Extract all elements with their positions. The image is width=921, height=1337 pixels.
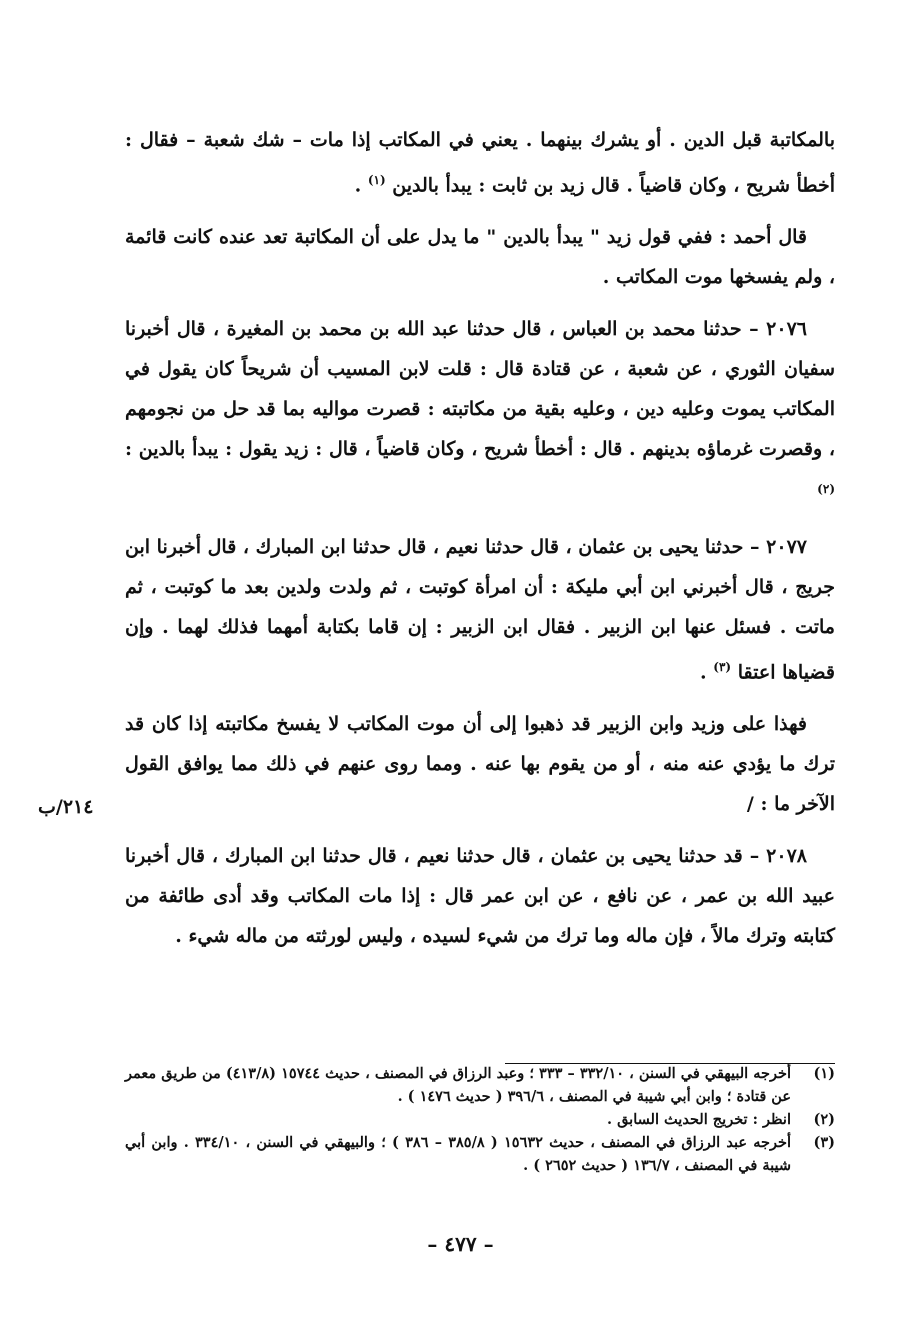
hadith-2077-text: ٢٠٧٧ – حدثنا يحيى بن عثمان ، قال حدثنا نعيم ، قال حدثنا ابن المبارك ، قال أخبرنا ابن جريج ، قال أخبرني ابن أبي مليكة : أن امرأة كوتبت ، ثم ولدت ولدين بعد ما كوتبت ، ثم ماتت . فسئل عنها ابن الزبير . فقال ابن الزبير : إن قاما بكتابة أمهما فذلك لهما . وإن قضياها اعتقا xyxy=(125,535,835,683)
footnote-ref-2: (٢) xyxy=(817,482,835,497)
paragraph-2: قال أحمد : ففي قول زيد " يبدأ بالدين " ما يدل على أن المكاتبة تعد عنده كانت قائمة ، ولم يفسخها موت المكاتب . xyxy=(125,226,835,289)
paragraph-1 xyxy=(125,120,835,205)
footnote-number: (١) xyxy=(813,1065,835,1082)
page-number: – ٤٧٧ – xyxy=(427,1232,494,1256)
hadith-2076-text: ٢٠٧٦ – حدثنا محمد بن العباس ، قال حدثنا عبد الله بن محمد بن المغيرة ، قال أخبرنا سفيان الثوري ، عن شعبة ، عن قتادة قال : قلت لابن المسيب أن شريحاً كان يقول في المكاتب يموت وعليه دين ، وعليه بقية من مكاتبته : قصرت مواليه بما قد حل من نجومهم ، وقصرت غرماؤه بدينهم . قال : أخطأ شريح ، وكان قاضياً ، قال : زيد يقول : يبدأ بالدين : xyxy=(125,318,835,461)
footnote-ref-1: (١) xyxy=(367,173,386,187)
paragraph-1-end: . xyxy=(354,174,368,197)
hadith-2077-end: . xyxy=(700,660,714,683)
footnote-text: أخرجه عبد الرزاق في المصنف ، حديث ١٥٦٣٢ ( ٣٨٥/٨ – ٣٨٦ ) ؛ والبيهقي في السنن ، ٣٣٤/١٠ . وابن أبي شيبة في المصنف ، ١٣٦/٧ ( حديث ٢٦٥٢ ) . xyxy=(125,1134,791,1174)
footnote-text: أخرجه البيهقي في السنن ، ٣٣٢/١٠ – ٣٣٣ ؛ وعبد الرزاق في المصنف ، حديث ١٥٧٤٤ (٤١٣/٨) من طريق معمر عن قتادة ؛ وابن أبي شيبة في المصنف ، ٣٩٦/٦ ( حديث ١٤٧٦ ) . xyxy=(125,1065,791,1105)
footnote-number: (٣) xyxy=(813,1134,835,1151)
footnote-3 xyxy=(125,1131,835,1177)
footnotes xyxy=(125,1062,835,1177)
footnote-number: (٢) xyxy=(813,1111,835,1128)
footnote-1 xyxy=(125,1062,835,1108)
footnote-2 xyxy=(125,1108,835,1131)
footnote-text: انظر : تخريج الحديث السابق . xyxy=(606,1111,791,1128)
paragraph-1-text: بالمكاتبة قبل الدين . أو يشرك بينهما . يعني في المكاتب إذا مات – شك شعبة – فقال : أخطأ شريح ، وكان قاضياً . قال زيد بن ثابت : يبدأ بالدين xyxy=(125,129,835,197)
hadith-2078: ٢٠٧٨ – قد حدثنا يحيى بن عثمان ، قال حدثنا نعيم ، قال حدثنا ابن المبارك ، قال أخبرنا عبيد الله بن عمر ، عن نافع ، عن ابن عمر قال : إذا مات المكاتب وقد أدى طائفة من كتابته وترك مالاً ، فإن ماله وما ترك من شيء لسيده ، وليس لورثته من ماله شيء . xyxy=(125,844,835,947)
footnote-ref-3: (٣) xyxy=(713,659,732,674)
paragraph-5: فهذا على وزيد وابن الزبير قد ذهبوا إلى أن موت المكاتب لا يفسخ مكاتبته إذا كان قد ترك ما يؤدي عنه منه ، أو من يقوم بها عنه . ومما روى عنهم في ذلك مما يوافق القول الآخر ما : / xyxy=(125,712,835,815)
manuscript-folio-marker: ٢١٤/ب xyxy=(38,796,94,818)
hadith-2076 xyxy=(125,309,835,514)
main-text xyxy=(125,120,835,968)
hadith-2077 xyxy=(125,527,835,692)
